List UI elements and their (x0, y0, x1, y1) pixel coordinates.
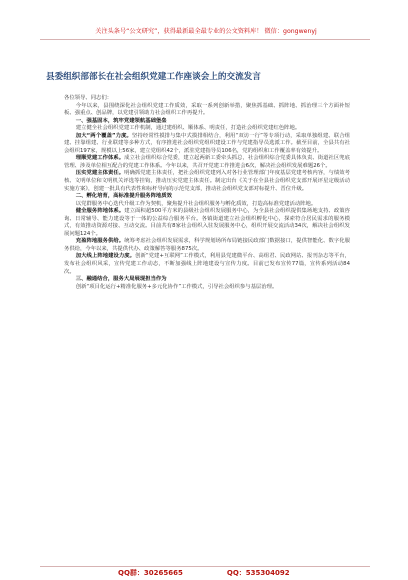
paragraph-text: 明确抓党建主体责任，把社会组织党建列入对各行业管理部门年度基层党建考核内容，与绩效考核、文明单位和文明机关评选等挂钩，推动压实党建主体责任。制定出台《关于在全县社会组织党支部开展评星定级活动实施方案》，创建一批具有代表性和标杆导向的示范党支部，推动社会组织党支部对标提升、晋位升级。 (64, 170, 351, 192)
paragraph (64, 238, 350, 253)
paragraph (64, 208, 350, 238)
paragraph (64, 133, 350, 156)
footer-qq-group: QQ群：30265665 (118, 569, 183, 577)
document-body (64, 95, 350, 545)
paragraph-lead: 加大线上阵地建设力度。 (75, 253, 136, 260)
paragraph-text: 统筹考虑社会组织发展需求，科学规划场所布局链接民政部门数据接口，提供智能化、数字化服务供给，今年以来，共提供代办、政策解答等服务875次。 (64, 238, 351, 252)
paragraph-lead: 健全服务阵地体系。 (75, 208, 125, 215)
paragraph (64, 284, 350, 292)
paragraph (64, 253, 350, 276)
document-title: 县委组织部部长在社会组织党建工作座谈会上的交流发言 (46, 72, 261, 82)
paragraph-text: 创新“党建+互联网”工作模式，利用县党建微平台、高组君、民政网站、报刊杂志等平台，发布社会组织风采，宣传党建工作动态，不断加强线上阵地建设与宣传力度。目前已发布宣传77篇，宣传系列活动84次。 (64, 253, 350, 275)
paragraph-text: 今年以来，县围绕深化社会组织党建工作质效，采取一系列创新举措，聚焦抓基础、抓阵地、抓治理三个方面补短板、强重点、创品牌，以党建引领助力社会组织工作再提升。 (64, 102, 350, 117)
footer-qq: QQ：535304092 (226, 569, 290, 577)
paragraph-lead: 压实党建主体责任。 (75, 170, 125, 177)
footer-contacts (118, 568, 318, 578)
paragraph (64, 103, 350, 118)
section-heading: 一、强基固本，筑牢党建领航基础堡垒 (75, 117, 167, 124)
header-rule (40, 39, 370, 40)
paragraph (64, 170, 350, 193)
paragraph-text: 成立社会组织综合党委，建立起两新工委牵头抓总，社会组织综合党委具体负责、街道社区兜底管理、涉及单位相互配合的党建工作体系。今年以来，共召开党建工作推进会6次，解决社会组织发展难题26个。 (64, 155, 351, 169)
footer-rule (40, 566, 370, 567)
section-heading: 二、孵化培育，高标准提升服务阵地质效 (75, 193, 172, 200)
paragraph-text: 坚持经常性摸排与集中式摸排相结合，利用“双访一行”等专项行动，采取单独组建、联合组建、挂靠组建、行业联建等多种方式，有序推进社会组织党组织建设工作与党建指导员选派工作。截至目前，全县共有社会组织197家，规模以上56家，建立党组织42个，派驻党建指导员106名，党的组织和工作覆盖率有效提升。 (64, 132, 350, 154)
paragraph (64, 155, 350, 170)
greeting: 各位领导、同志们： (64, 95, 113, 101)
paragraph-list (64, 103, 350, 292)
paragraph-text: 建立健全社会组织党建工作机制，通过建组织、顺体系、明责任，打造社会组织党建红色阵地。 (75, 125, 301, 132)
paragraph-text: 以党群服务中心迭代升级工作为契机，聚焦提升社会组织服务与孵化质效，打造高标准党建活动阵地。 (75, 200, 317, 207)
paragraph-lead: 充盈阵地服务供给。 (75, 238, 125, 245)
paragraph (64, 125, 350, 133)
paragraph-text: 建立面积超500平方米的县级社会组织发展服务中心，为全县社会组织提供集场地支持、政策咨询、日常辅导、能力建设等于一体的公益综合服务平台。各镇街道建立社会组织孵化中心，探索符合居民需求的服务模式，有效推动资源对接、互动交流。目前共有8家社会组织入驻发展服务中心，组织开展交流活动34次，解决社会组织发展问题124个。 (64, 208, 350, 237)
promo-banner: 关注头条号“公文研究”，获得最新最全最专业的公文资料库！ 微信：gongwenyj (95, 28, 317, 35)
paragraph-lead: 加大“两个覆盖”力度。 (75, 132, 132, 139)
paragraph-text: 创新“项目化运行+精准化服务+多元化协作”工作模式，引导社会组织参与基层治理。 (75, 283, 278, 290)
paragraph-lead: 理顺党建工作体系。 (75, 155, 125, 162)
section-heading: 三、融通结合，服务大局展现担当作为 (75, 276, 167, 283)
